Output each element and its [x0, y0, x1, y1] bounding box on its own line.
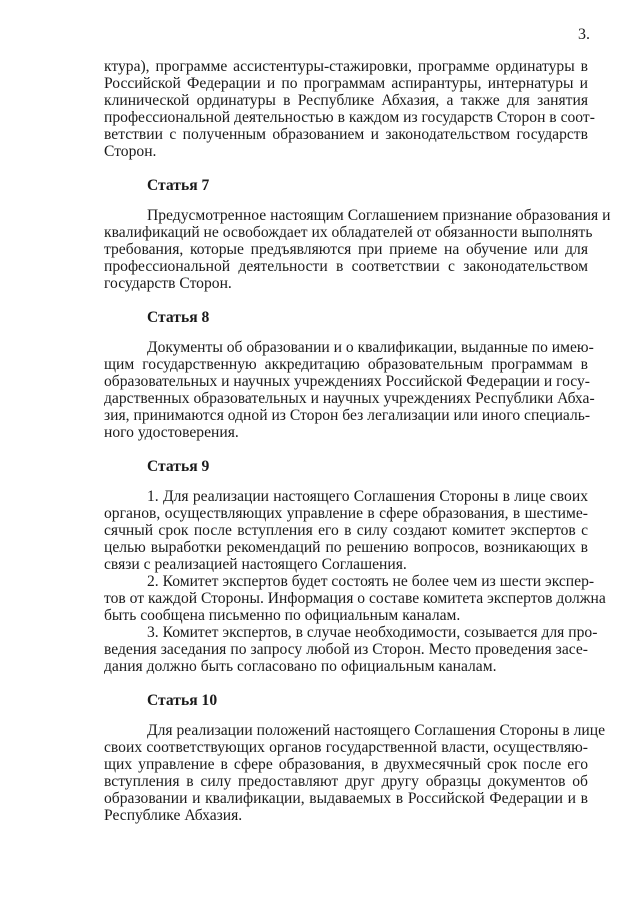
- paragraph: [104, 722, 606, 824]
- text-line: Российской Федерации и по программам аспирантуры, интернатуры и: [104, 75, 588, 92]
- text-line: профессиональной деятельностью в каждом из государств Сторон в соот-: [104, 109, 595, 126]
- text-line: Предусмотренное настоящим Соглашением признание образования и: [147, 207, 611, 224]
- text-line: вступления в силу предоставляют друг другу образцы документов об: [104, 773, 588, 790]
- text-line: образовании и квалификации, выдаваемых в Российской Федерации и в: [104, 790, 588, 807]
- text-line: ведения заседания по запросу любой из Сторон. Место проведения засе-: [104, 641, 588, 658]
- text-line: образовательных и научных учреждениях Российской Федерации и госу-: [104, 373, 590, 390]
- text-line: ктура), программе ассистентуры-стажировки, программе ординатуры в: [104, 58, 588, 75]
- text-line: Сторон.: [104, 143, 157, 160]
- text-line: органов, осуществляющих управление в сфере образования, в шестиме-: [104, 505, 588, 522]
- text-line: ветствии с полученным образованием и законодательством государств: [104, 126, 588, 143]
- text-line: Документы об образовании и о квалификации, выданные по имею-: [147, 339, 594, 356]
- text-line: клинической ординатуры в Республике Абхазия, а также для занятия: [104, 92, 588, 109]
- text-line: 3. Комитет экспертов, в случае необходимости, созывается для про-: [147, 624, 598, 641]
- text-line: тов от каждой Стороны. Информация о составе комитета экспертов должна: [104, 590, 606, 607]
- text-line: сячный срок после вступления его в силу создают комитет экспертов с: [104, 522, 588, 539]
- text-line: 2. Комитет экспертов будет состоять не более чем из шести экспер-: [147, 573, 595, 590]
- text-line: быть сообщена письменно по официальным каналам.: [104, 607, 461, 624]
- page-number: 3.: [578, 26, 590, 43]
- text-line: щих управление в сфере образования, в двухмесячный срок после его: [104, 756, 588, 773]
- article-heading: Статья 7: [147, 177, 210, 194]
- text-line: дания должно быть согласовано по официальным каналам.: [104, 658, 497, 675]
- text-line: требования, которые предъявляются при приеме на обучение или для: [104, 241, 588, 258]
- text-line: ного удостоверения.: [104, 424, 239, 441]
- text-line: дарственных образовательных и научных учреждениях Республики Абха-: [104, 390, 595, 407]
- text-line: государств Сторон.: [104, 275, 232, 292]
- paragraph: [104, 624, 598, 675]
- paragraph: [104, 488, 588, 573]
- text-line: зия, принимаются одной из Сторон без легализации или иного специаль-: [104, 407, 591, 424]
- paragraph: [104, 339, 595, 441]
- article-heading: Статья 8: [147, 309, 210, 326]
- article-heading: Статья 9: [147, 458, 210, 475]
- text-line: квалификаций не освобождает их обладателей от обязанности выполнять: [104, 224, 593, 241]
- text-line: профессиональной деятельности в соответствии с законодательством: [104, 258, 588, 275]
- document-body: [104, 58, 611, 824]
- text-line: Для реализации положений настоящего Соглашения Стороны в лице: [147, 722, 606, 739]
- text-line: 1. Для реализации настоящего Соглашения Стороны в лице своих: [147, 488, 588, 505]
- paragraph: [104, 573, 606, 624]
- text-line: Республике Абхазия.: [104, 807, 243, 824]
- paragraph: [104, 207, 611, 292]
- text-line: своих соответствующих органов государственной власти, осуществляю-: [104, 739, 588, 756]
- text-line: щим государственную аккредитацию образовательным программам в: [104, 356, 588, 373]
- paragraph: [104, 58, 595, 160]
- text-line: целью выработки рекомендаций по решению вопросов, возникающих в: [104, 539, 588, 556]
- text-line: связи с реализацией настоящего Соглашения.: [104, 556, 407, 573]
- article-heading: Статья 10: [147, 692, 218, 709]
